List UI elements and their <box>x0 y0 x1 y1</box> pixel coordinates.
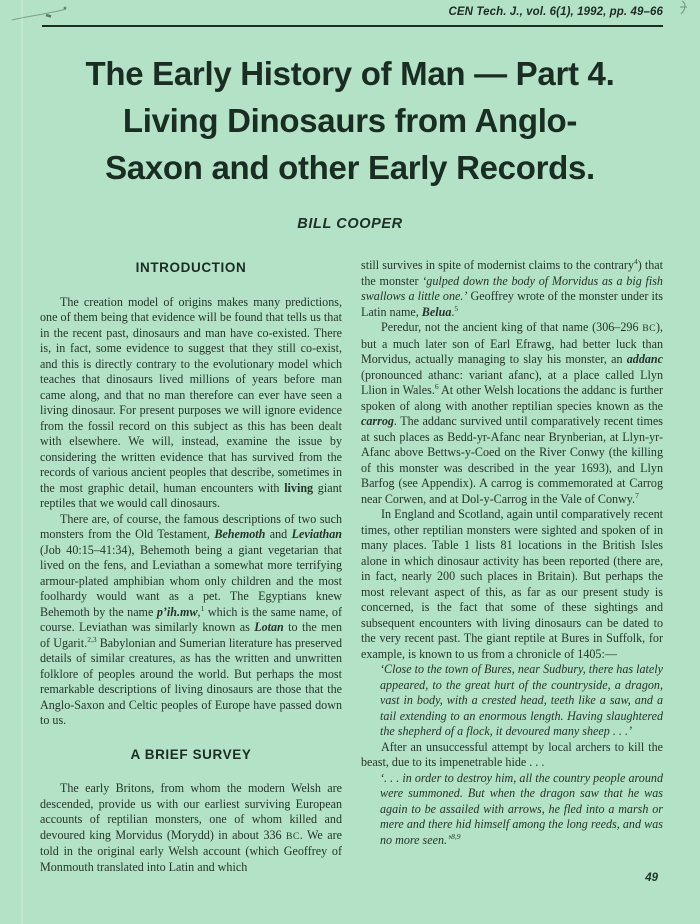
page-number: 49 <box>645 872 658 884</box>
body-paragraph: After an unsuccessful attempt by local archers to kill the beast, due to its impenetrable hide . . . <box>361 739 663 769</box>
journal-reference: CEN Tech. J., vol. 6(1), 1992, pp. 49–66 <box>448 6 663 18</box>
author-name: BILL COOPER <box>297 216 403 232</box>
article-title-line: Saxon and other Early Records. <box>105 149 595 186</box>
section-heading: INTRODUCTION <box>135 260 247 275</box>
section-heading: A BRIEF SURVEY <box>130 746 252 762</box>
article-title-line: The Early History of Man — Part 4. <box>85 55 615 92</box>
quote-paragraph: ‘Close to the town of Bures, near Sudbury, there has lately appeared, to the great hurt of the countryside, a dragon, vast in body, with a crested head, teeth like a saw, and a tail extending to an enormous length. Having slaughtered the shepherd of a flock, it devoured many sheep . . .’ <box>380 662 663 738</box>
article-title-line: Living Dinosaurs from Anglo- <box>122 102 578 139</box>
body-paragraph: still survives in spite of modernist claims to the contrary$^4$) that the monster ‘gulped down the body of Morvidus as a big fish swallows a little one.’ Geoffrey wrote of the monster under its Latin name, Belua.$^5$ <box>361 256 664 319</box>
pen-mark-icon <box>674 0 692 16</box>
left-column <box>40 258 342 875</box>
article-title <box>24 50 676 191</box>
body-paragraph: Peredur, not the ancient king of that name (306–296 BC), but a much later son of Earl Efrawg, had better luck than Morvidus, actually managing to slay his monster, an addanc (pronounced athanc: variant afanc), at a place called Llyn Llion in Wales.$^6$ At other Welsh locations the addanc is further spoken of along with another reptilian species known as the carrog. The addanc survived until comparatively recent times at such places as Bedd-yr-Afanc near Brynberian, at Llyn-yr-Afanc above Bettws-y-Coed on the River Conwy (the killing of this monster was described in the year 1693), and Llyn Barfog (see Appendix). A carrog is commemorated at Carrog near Corwen, and at Dol-y-Carrog in the Vale of Conwy.$^7$ <box>361 320 663 506</box>
body-paragraph: The creation model of origins makes many predictions, one of them being that evidence will be found that tells us that in the recent past, dinosaurs and man have co-existed. There is, in fact, some evidence to suggest that they still co-exist, and this is directly contrary to the evolutionary model which teaches that dinosaurs lived millions of years before man came along, and that no man therefore can ever have seen a living dinosaur. For present purposes we will ignore evidence from the fossil record on this subject as this has been dealt with elsewhere. We will, instead, examine the issue by considering the written evidence that has survived from the records of various ancient peoples that describe, sometimes in the most graphic detail, human encounters with living giant reptiles that we would call dinosaurs. <box>40 294 342 510</box>
quote-paragraph: ‘. . . in order to destroy him, all the country people around were summoned. But when the dragon saw that he was again to be assailed with arrows, he fled into a marsh or mere and there hid himself among the long reeds, and was no more seen.’$^{8,9}$ <box>380 770 663 847</box>
body-paragraph: The early Britons, from whom the modern Welsh are descended, provide us with our earliest surviving European accounts of reptilian monsters, one of whom killed and devoured king Morvidus (Morydd) in about 336 BC. We are told in the original early Welsh account (which Geoffrey of Monmouth translated into Latin and which <box>40 781 342 874</box>
body-paragraph: In England and Scotland, again until comparatively recent times, other reptilian monsters were sighted and spoken of in many places. Table 1 lists 81 locations in the British Isles alone in which dinosaur activity has been reported (there are, in fact, nearly 200 such places in Britain). But perhaps the most relevant aspect of this, as far as our present study is concerned, is the fact that some of these sightings and subsequent encounters with living dinosaurs can be dated to the very recent past. The giant reptile at Bures in Suffolk, for example, is known to us from a chronicle of 1405:— <box>361 507 663 661</box>
right-column <box>361 258 663 875</box>
article-body <box>40 258 663 875</box>
header-rule <box>42 25 663 27</box>
scan-edge-artifact <box>21 0 23 924</box>
body-paragraph: There are, of course, the famous descriptions of two such monsters from the Old Testament, Behemoth and Leviathan (Job 40:15–41:34), Behemoth being a giant vegetarian that lived on the fens, and Leviathan a somewhat more terrifying armour-plated amphibian whom only children and the most foolhardy would want as a pet. The Egyptians knew Behemoth by the name p’ih.mw,$^1$ which is the same name, of course. Leviathan was similarly known as Lotan to the men of Ugarit.$^{2,3}$ Babylonian and Sumerian literature has preserved details of similar creatures, as has the written and unwritten folklore of peoples around the world. But perhaps the most remarkable descriptions of living dinosaurs are those that the Anglo-Saxon and Celtic peoples of Europe have passed down to us. <box>40 511 342 727</box>
